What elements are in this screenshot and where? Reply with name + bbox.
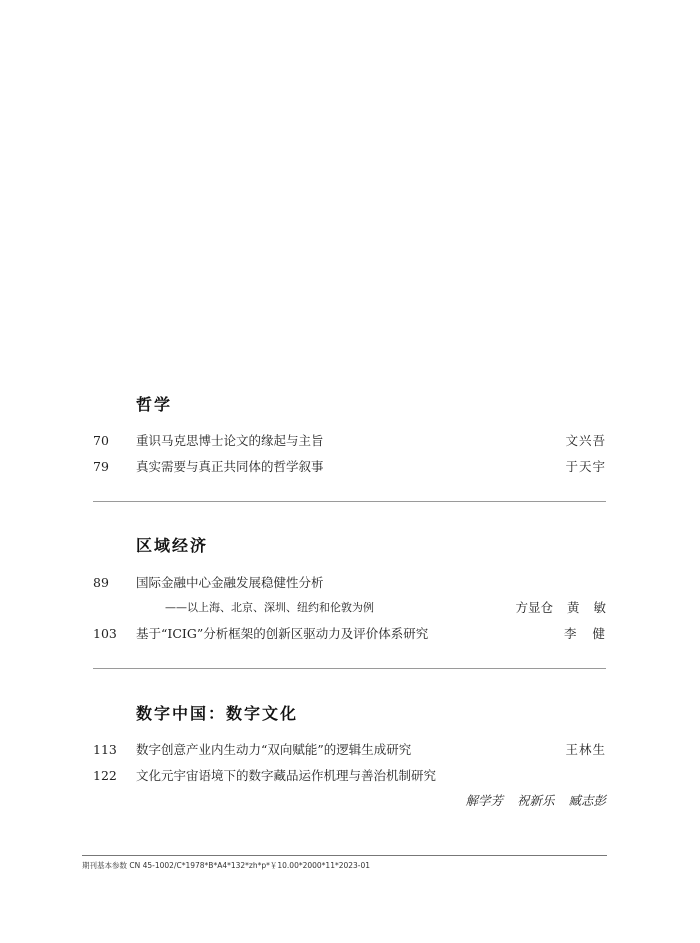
toc-entry[interactable] [93, 458, 606, 476]
article-title[interactable]: 基于“ICIG”分析框架的创新区驱动力及评价体系研究 [136, 626, 429, 641]
toc-entry[interactable] [93, 741, 606, 759]
page-number: 79 [93, 459, 109, 474]
section-title-regional-economy: 区域经济 [136, 536, 209, 555]
page-number: 89 [93, 575, 109, 590]
page-number: 103 [93, 626, 117, 641]
article-author: 文兴吾 [565, 433, 606, 448]
toc-entry[interactable] [93, 574, 606, 592]
article-title[interactable]: 数字创意产业内生动力“双向赋能”的逻辑生成研究 [136, 742, 412, 757]
article-title[interactable]: 重识马克思博士论文的缘起与主旨 [136, 433, 324, 448]
article-author: 方显仓 黄 敏 [515, 600, 606, 615]
section-divider [93, 501, 606, 502]
article-title[interactable]: 国际金融中心金融发展稳健性分析 [136, 575, 324, 590]
article-subtitle: ——以上海、北京、深圳、纽约和伦敦为例 [165, 601, 374, 614]
section-divider [93, 668, 606, 669]
section-title-digital-china: 数字中国：数字文化 [136, 704, 299, 723]
article-author: 于天宇 [565, 459, 606, 474]
page-number: 70 [93, 433, 109, 448]
article-title[interactable]: 文化元宇宙语境下的数字藏品运作机理与善治机制研究 [136, 768, 437, 783]
article-title[interactable]: 真实需要与真正共同体的哲学叙事 [136, 459, 324, 474]
toc-entry[interactable] [93, 767, 606, 785]
article-author: 王林生 [565, 742, 606, 757]
section-title-philosophy: 哲学 [136, 395, 173, 414]
page-number: 122 [93, 768, 117, 783]
toc-entry[interactable] [93, 432, 606, 450]
footer-divider [82, 855, 607, 856]
toc-entry-subtitle-row [93, 599, 606, 617]
page-number: 113 [93, 742, 117, 757]
toc-entry[interactable] [93, 625, 606, 643]
article-author: 李 健 [564, 626, 606, 641]
article-author: 解学芳 祝新乐 臧志彭 [465, 793, 606, 808]
journal-parameters: 期刊基本参数 CN 45-1002/C*1978*B*A4*132*zh*p*￥10.00*2000*11*2023-01 [82, 861, 371, 870]
